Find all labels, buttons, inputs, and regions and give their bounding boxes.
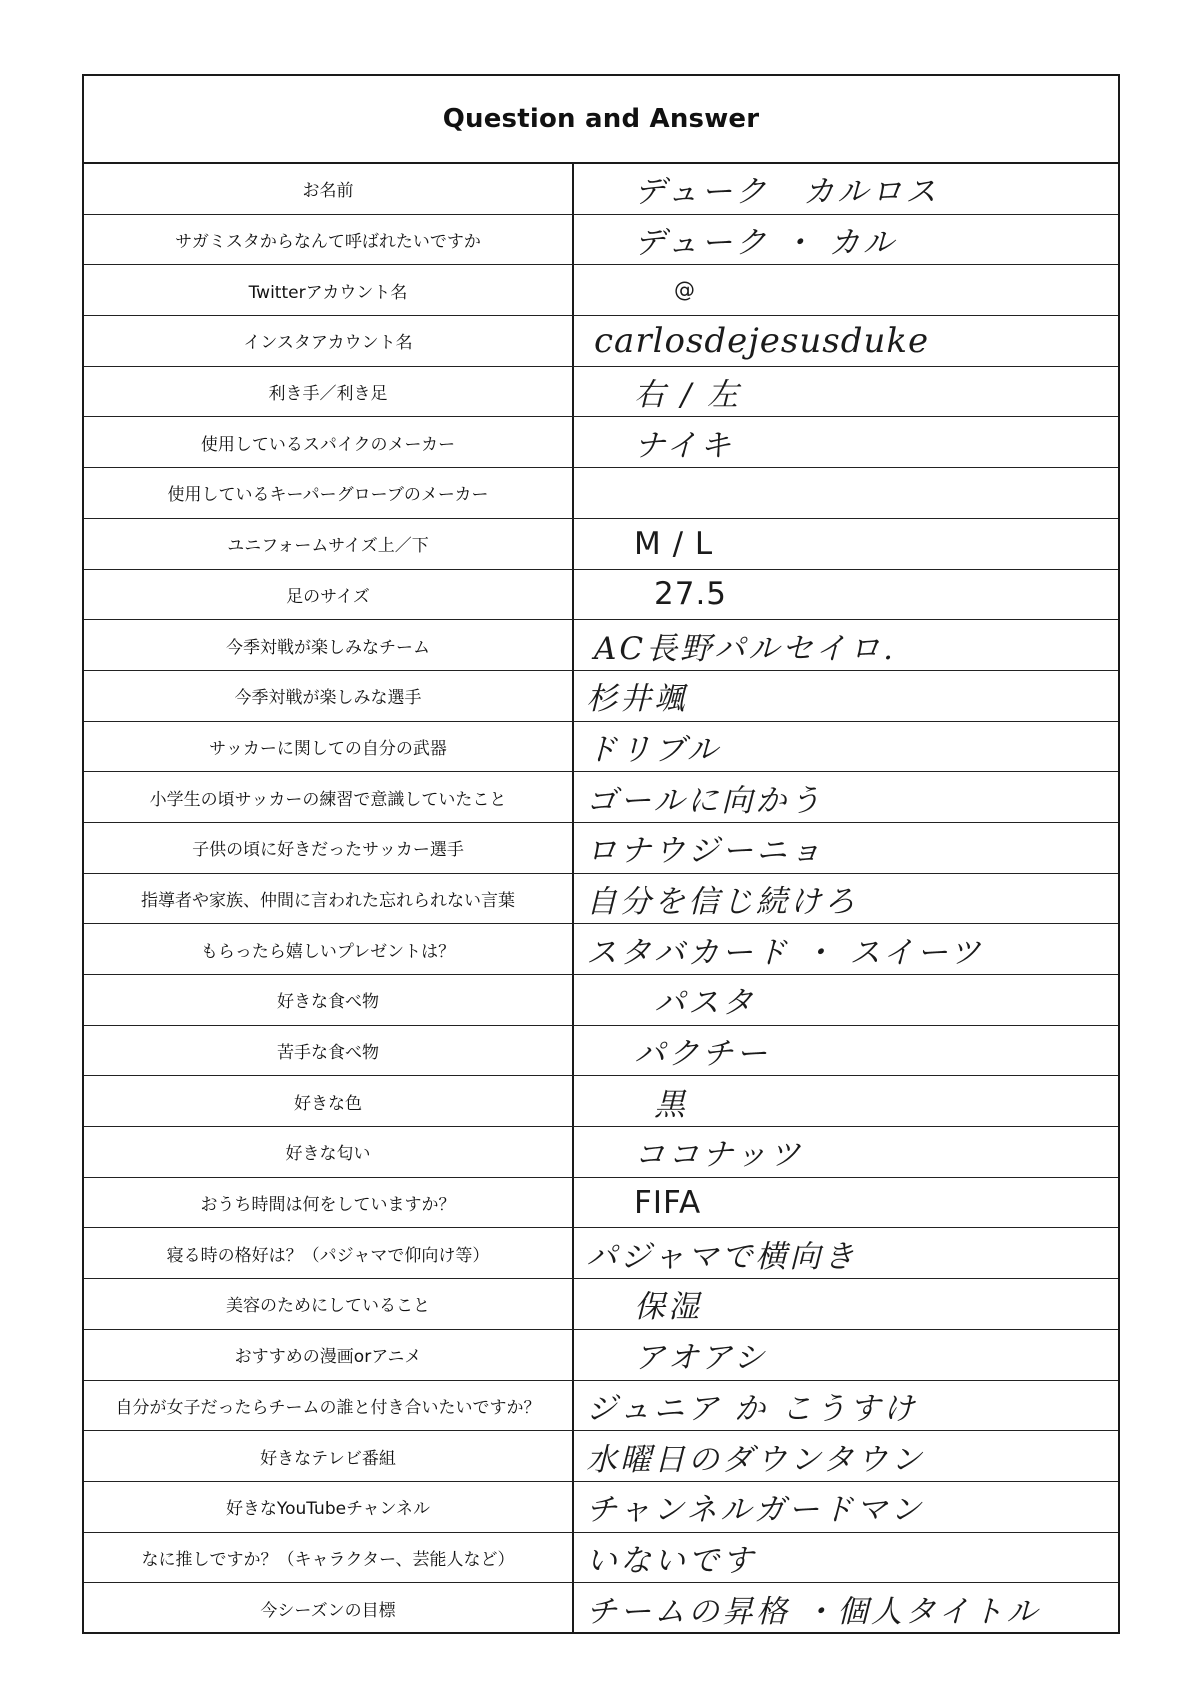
answer-cell: パクチー — [634, 1036, 770, 1073]
answer-cell: 右 / 左 — [634, 377, 742, 414]
answer-cell: 黒 — [654, 1086, 688, 1123]
question-cell: 好きなYouTubeチャンネル — [84, 1482, 574, 1532]
answer-cell — [574, 468, 1118, 518]
question-cell: 今季対戦が楽しみなチーム — [84, 620, 574, 670]
question-cell: ユニフォームサイズ上／下 — [84, 519, 574, 569]
answer-cell: @ — [674, 278, 696, 303]
question-cell: おすすめの漫画orアニメ — [84, 1330, 574, 1380]
answer-cell: いないです — [586, 1542, 756, 1579]
question-cell: 足のサイズ — [84, 570, 574, 620]
qa-row-spike-maker — [84, 417, 1118, 468]
qa-row-dating-teammate — [84, 1381, 1118, 1432]
question-cell: なに推しですか？（キャラクター、芸能人など） — [84, 1533, 574, 1583]
qa-row-season-goal — [84, 1583, 1118, 1634]
answer-cell: 水曜日のダウンタウン — [586, 1441, 925, 1478]
qa-row-instagram — [84, 316, 1118, 367]
answer-cell: デューク ・ カル — [634, 225, 897, 262]
answer-cell: パスタ — [654, 985, 756, 1022]
qa-row-rival-player — [84, 671, 1118, 722]
answer-cell: ココナッツ — [634, 1137, 804, 1174]
question-cell: 使用しているスパイクのメーカー — [84, 417, 574, 467]
answer-cell: チャンネルガードマン — [586, 1492, 925, 1529]
question-cell: 好きな匂い — [84, 1127, 574, 1177]
answer-cell: パジャマで横向き — [586, 1238, 858, 1275]
answer-cell: ドリブル — [586, 731, 721, 768]
qa-row-nickname — [84, 215, 1118, 266]
question-cell: 好きな色 — [84, 1076, 574, 1126]
question-cell: 指導者や家族、仲間に言われた忘れられない言葉 — [84, 874, 574, 924]
qa-row-twitter — [84, 265, 1118, 316]
question-cell: もらったら嬉しいプレゼントは？ — [84, 924, 574, 974]
qa-sheet — [82, 74, 1120, 1634]
qa-row-oshi — [84, 1533, 1118, 1584]
answer-cell: 27.5 — [654, 576, 728, 613]
question-cell: サッカーに関しての自分の武器 — [84, 722, 574, 772]
question-cell: 美容のためにしていること — [84, 1279, 574, 1329]
answer-cell: ロナウジーニョ — [586, 833, 824, 870]
question-cell: Twitterアカウント名 — [84, 265, 574, 315]
answer-cell: スタバカード ・ スイーツ — [586, 934, 984, 971]
qa-row-manga-anime — [84, 1330, 1118, 1381]
qa-row-youtube-channel — [84, 1482, 1118, 1533]
qa-row-childhood-practice — [84, 772, 1118, 823]
question-cell: 今季対戦が楽しみな選手 — [84, 671, 574, 721]
answer-cell: AC長野パルセイロ. — [594, 630, 897, 667]
question-cell: 寝る時の格好は？（パジャマで仰向け等） — [84, 1228, 574, 1278]
qa-row-childhood-idol — [84, 823, 1118, 874]
qa-row-dominant-side — [84, 367, 1118, 418]
answer-cell: ジュニア か こうすけ — [586, 1390, 918, 1427]
answer-cell: M / L — [634, 525, 714, 562]
qa-row-present — [84, 924, 1118, 975]
question-cell: 苦手な食べ物 — [84, 1026, 574, 1076]
answer-cell: FIFA — [634, 1184, 702, 1221]
qa-row-tv-program — [84, 1431, 1118, 1482]
qa-row-disliked-food — [84, 1026, 1118, 1077]
answer-cell: 保湿 — [634, 1289, 702, 1326]
question-cell: おうち時間は何をしていますか？ — [84, 1178, 574, 1228]
question-cell: 好きな食べ物 — [84, 975, 574, 1025]
answer-cell: ナイキ — [634, 427, 734, 464]
answer-cell: ゴールに向かう — [586, 782, 824, 819]
answer-cell: 杉井颯 — [586, 681, 688, 718]
sheet-title: Question and Answer — [442, 104, 760, 134]
answer-cell: アオアシ — [634, 1340, 768, 1377]
question-cell: 好きなテレビ番組 — [84, 1431, 574, 1481]
qa-row-beauty-care — [84, 1279, 1118, 1330]
question-cell: サガミスタからなんて呼ばれたいですか — [84, 215, 574, 265]
question-cell: 自分が女子だったらチームの誰と付き合いたいですか？ — [84, 1381, 574, 1431]
question-cell: 利き手／利き足 — [84, 367, 574, 417]
qa-row-memorable-words — [84, 874, 1118, 925]
qa-row-foot-size — [84, 570, 1118, 621]
answer-cell: 自分を信じ続けろ — [586, 883, 858, 920]
qa-row-weapon — [84, 722, 1118, 773]
question-cell: 使用しているキーパーグローブのメーカー — [84, 468, 574, 518]
qa-row-home-time — [84, 1178, 1118, 1229]
title-row — [84, 76, 1118, 164]
qa-row-glove-maker — [84, 468, 1118, 519]
question-cell: お名前 — [84, 164, 574, 214]
question-cell: 今シーズンの目標 — [84, 1583, 574, 1634]
question-cell: インスタアカウント名 — [84, 316, 574, 366]
qa-row-sleeping-style — [84, 1228, 1118, 1279]
answer-cell: デューク カルロス — [634, 174, 940, 211]
qa-row-favorite-color — [84, 1076, 1118, 1127]
qa-row-uniform-size — [84, 519, 1118, 570]
question-cell: 小学生の頃サッカーの練習で意識していたこと — [84, 772, 574, 822]
qa-row-rival-team — [84, 620, 1118, 671]
qa-row-name — [84, 164, 1118, 215]
answer-cell: チームの昇格 ・個人タイトル — [586, 1594, 1041, 1631]
qa-table — [84, 164, 1118, 1634]
qa-row-favorite-food — [84, 975, 1118, 1026]
qa-row-favorite-smell — [84, 1127, 1118, 1178]
question-cell: 子供の頃に好きだったサッカー選手 — [84, 823, 574, 873]
answer-cell: carlosdejesusduke — [594, 320, 930, 361]
